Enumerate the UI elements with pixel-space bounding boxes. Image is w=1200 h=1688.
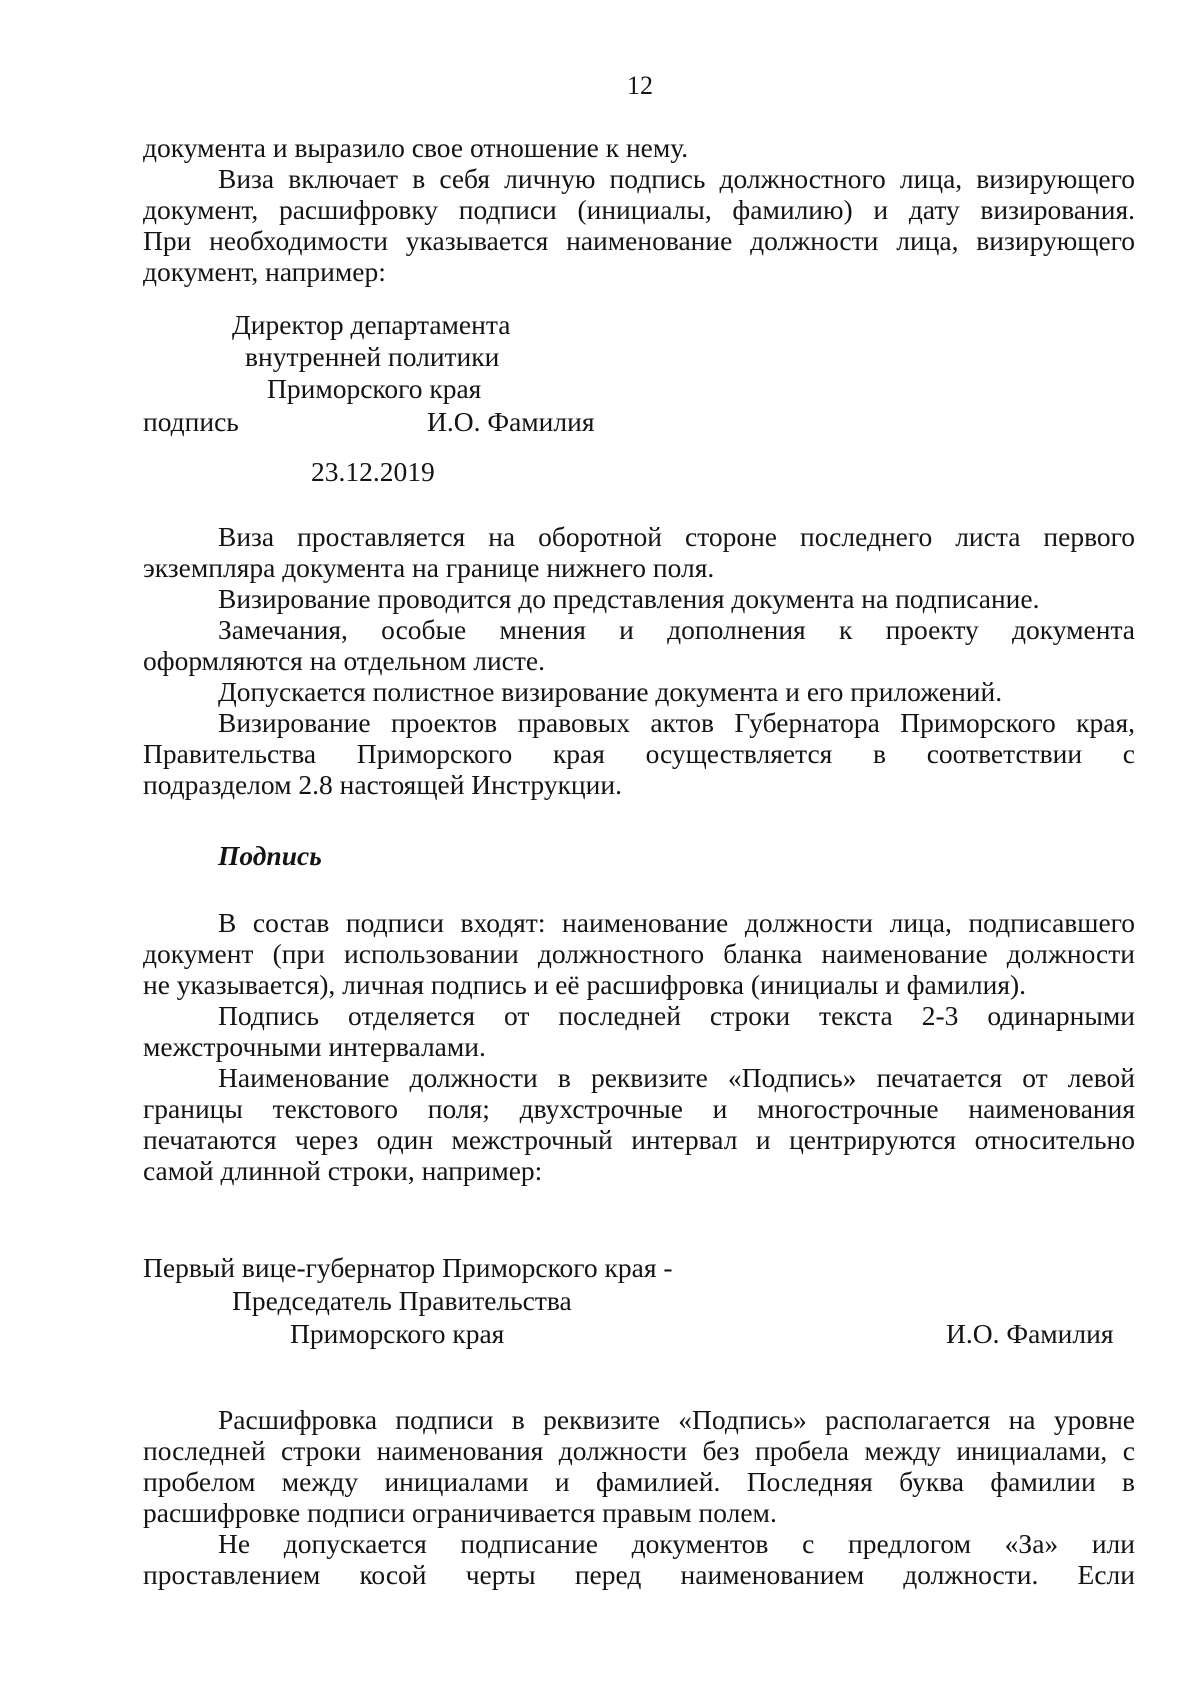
paragraph-signature-decoding (143, 1404, 1135, 1590)
text-line: не указывается), личная подпись и её расшифровка (инициалы и фамилия). (143, 969, 1027, 1000)
paragraph-visa-rules (143, 521, 1135, 800)
visa-date: 23.12.2019 (311, 456, 435, 487)
text-line: Расшифровка подписи в реквизите «Подпись» располагается на уровне (218, 1404, 1135, 1435)
text-line: Визирование проектов правовых актов Губернатора Приморского края, (218, 707, 1135, 738)
signature-position-line: Первый вице-губернатор Приморского края - (143, 1252, 673, 1283)
signature-position-line: Председатель Правительства (232, 1285, 572, 1316)
text-line: Подпись отделяется от последней строки текста 2-3 одинарными (218, 1000, 1135, 1031)
text-line: проставлением косой черты перед наименованием должности. Если (143, 1559, 1135, 1590)
text-line: подразделом 2.8 настоящей Инструкции. (143, 769, 622, 800)
text-line: В состав подписи входят: наименование должности лица, подписавшего (218, 907, 1135, 938)
text-line: документ, например: (143, 256, 386, 287)
section-heading: Подпись (218, 840, 322, 871)
text-line: Замечания, особые мнения и дополнения к проекту документа (218, 614, 1135, 645)
text-line: Не допускается подписание документов с предлогом «За» или (218, 1528, 1135, 1559)
visa-name: И.О. Фамилия (427, 406, 595, 437)
paragraph-visa-intro (143, 132, 1135, 287)
text-line: межстрочными интервалами. (143, 1031, 486, 1062)
text-line: пробелом между инициалами и фамилией. Последняя буква фамилии в (143, 1466, 1135, 1497)
visa-position-line: внутренней политики (245, 341, 500, 372)
text-line: последней строки наименования должности без пробела между инициалами, с (143, 1435, 1135, 1466)
text-line: документ, расшифровку подписи (инициалы, фамилию) и дату визирования. (143, 194, 1135, 225)
visa-position-line: Директор департамента (232, 309, 511, 340)
text-line: самой длинной строки, например: (143, 1155, 543, 1186)
text-line: расшифровке подписи ограничивается правым полем. (143, 1497, 777, 1528)
text-line: оформляются на отдельном листе. (143, 645, 545, 676)
signature-position-line: Приморского края (290, 1318, 505, 1349)
text-line: Допускается полистное визирование документа и его приложений. (218, 676, 1003, 707)
text-line: печатаются через один межстрочный интервал и центрируются относительно (143, 1124, 1135, 1155)
text-line: Правительства Приморского края осуществляется в соответствии с (143, 738, 1135, 769)
text-line: документа и выразило свое отношение к нему. (143, 132, 689, 163)
text-line: Виза проставляется на оборотной стороне последнего листа первого (218, 521, 1135, 552)
paragraph-signature-rules (143, 907, 1135, 1186)
visa-position-line: Приморского края (267, 373, 482, 404)
text-line: Виза включает в себя личную подпись должностного лица, визирующего (218, 163, 1135, 194)
visa-signature-placeholder: подпись (143, 406, 239, 437)
page-number: 12 (627, 71, 653, 100)
text-line: границы текстового поля; двухстрочные и многострочные наименования (143, 1093, 1135, 1124)
text-line: Наименование должности в реквизите «Подпись» печатается от левой (218, 1062, 1135, 1093)
text-line: экземпляра документа на границе нижнего поля. (143, 552, 715, 583)
text-line: документ (при использовании должностного бланка наименование должности (143, 938, 1135, 969)
text-line: При необходимости указывается наименование должности лица, визирующего (143, 225, 1135, 256)
signature-name: И.О. Фамилия (946, 1318, 1114, 1349)
text-line: Визирование проводится до представления документа на подписание. (218, 583, 1040, 614)
